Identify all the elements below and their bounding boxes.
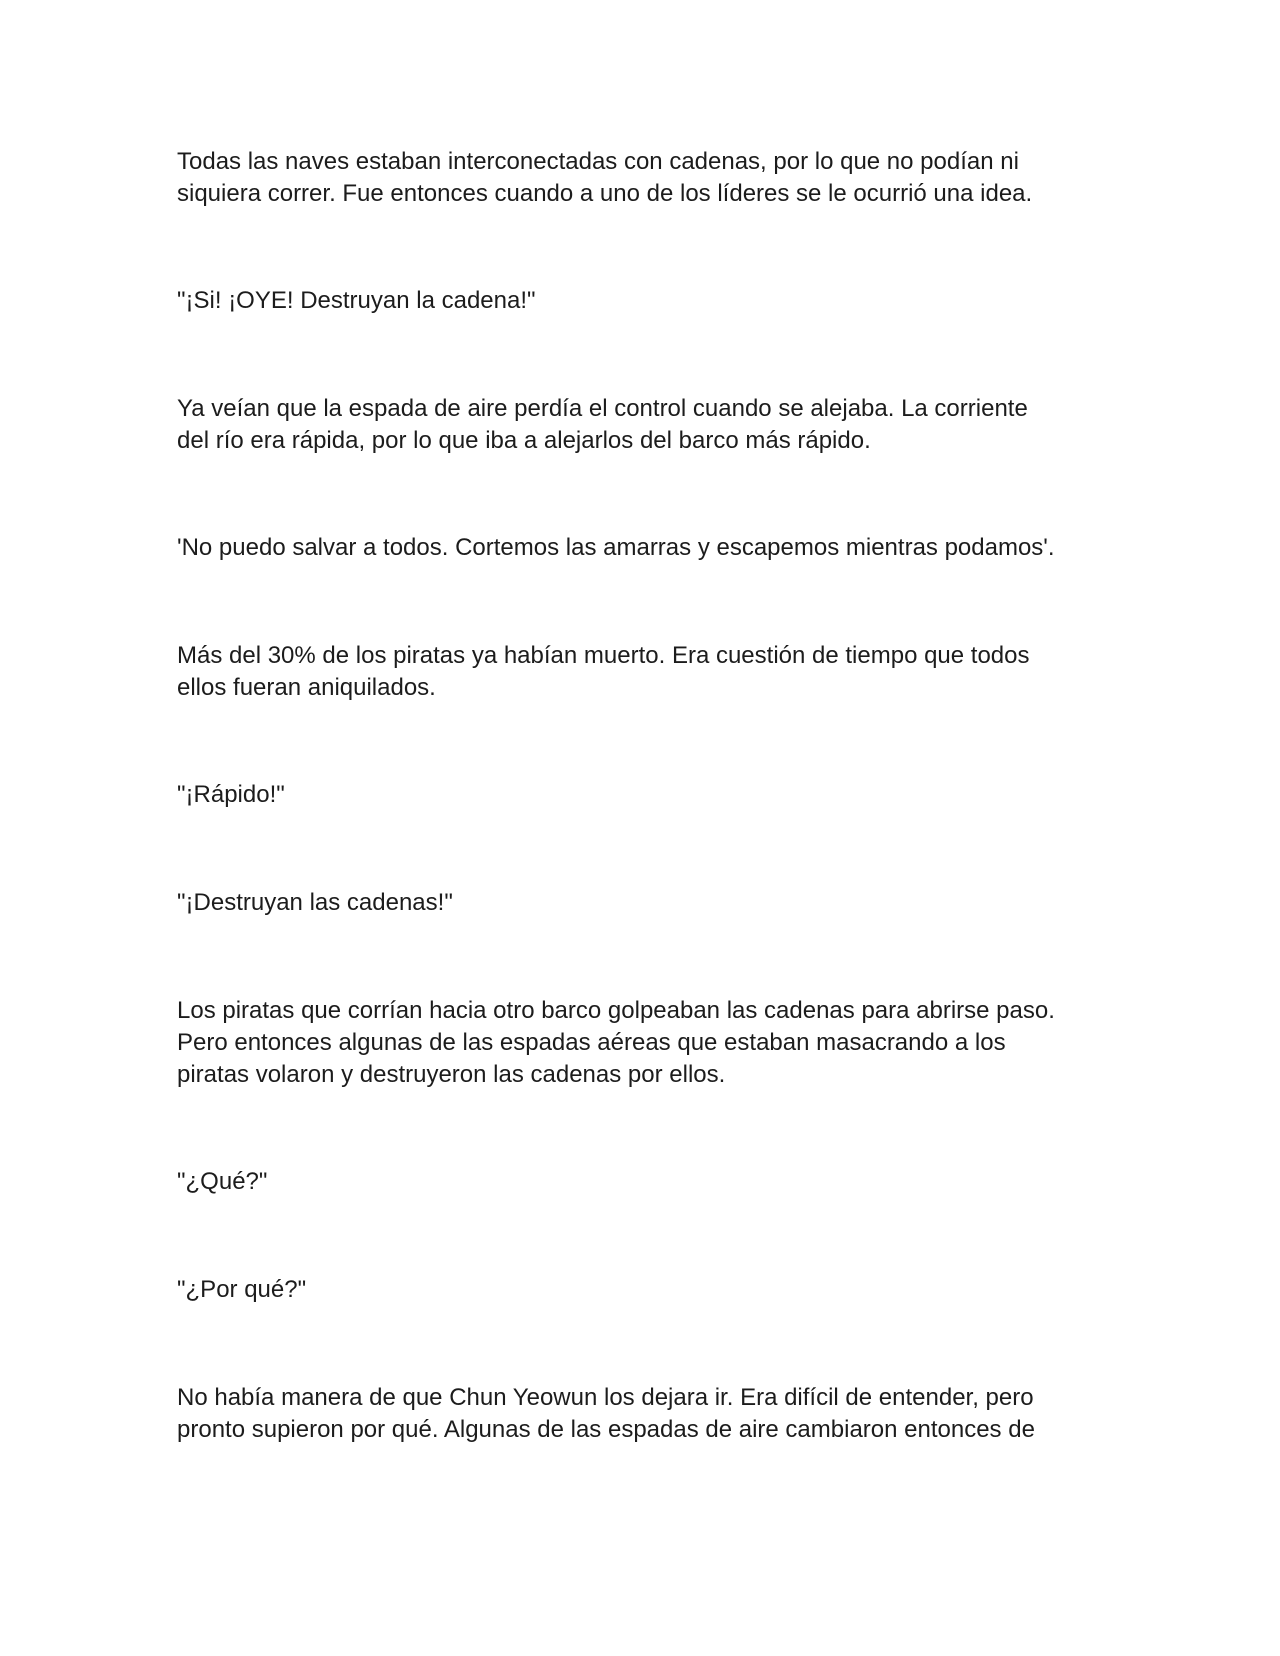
text-line: ellos fueran aniquilados.	[177, 674, 436, 701]
text-line: Más del 30% de los piratas ya habían muerto. Era cuestión de tiempo que todos	[177, 642, 1030, 669]
text-line: "¡Si! ¡OYE! Destruyan la cadena!"	[177, 287, 536, 314]
paragraph-3	[177, 393, 1107, 457]
paragraph-10	[177, 1274, 1107, 1306]
text-line: 'No puedo salvar a todos. Cortemos las amarras y escapemos mientras podamos'.	[177, 534, 1055, 561]
text-line: Los piratas que corrían hacia otro barco golpeaban las cadenas para abrirse paso.	[177, 997, 1055, 1024]
text-line: No había manera de que Chun Yeowun los dejara ir. Era difícil de entender, pero	[177, 1384, 1034, 1411]
text-line: Pero entonces algunas de las espadas aéreas que estaban masacrando a los	[177, 1029, 1006, 1056]
text-line: pronto supieron por qué. Algunas de las espadas de aire cambiaron entonces de	[177, 1416, 1035, 1443]
text-line: Todas las naves estaban interconectadas con cadenas, por lo que no podían ni	[177, 148, 1019, 175]
text-line: del río era rápida, por lo que iba a alejarlos del barco más rápido.	[177, 427, 871, 454]
text-line: "¿Qué?"	[177, 1168, 268, 1195]
text-line: "¡Destruyan las cadenas!"	[177, 889, 453, 916]
paragraph-4	[177, 532, 1107, 564]
paragraph-7	[177, 887, 1107, 919]
paragraph-5	[177, 640, 1107, 704]
paragraph-11	[177, 1382, 1107, 1446]
paragraph-2	[177, 285, 1107, 317]
paragraph-6	[177, 779, 1107, 811]
text-line: siquiera correr. Fue entonces cuando a uno de los líderes se le ocurrió una idea.	[177, 180, 1033, 207]
text-line: "¿Por qué?"	[177, 1276, 307, 1303]
text-line: Ya veían que la espada de aire perdía el control cuando se alejaba. La corriente	[177, 395, 1028, 422]
paragraph-1	[177, 146, 1107, 210]
text-line: piratas volaron y destruyeron las cadenas por ellos.	[177, 1061, 726, 1088]
paragraph-9	[177, 1166, 1107, 1198]
text-line: "¡Rápido!"	[177, 781, 285, 808]
paragraph-8	[177, 995, 1107, 1091]
